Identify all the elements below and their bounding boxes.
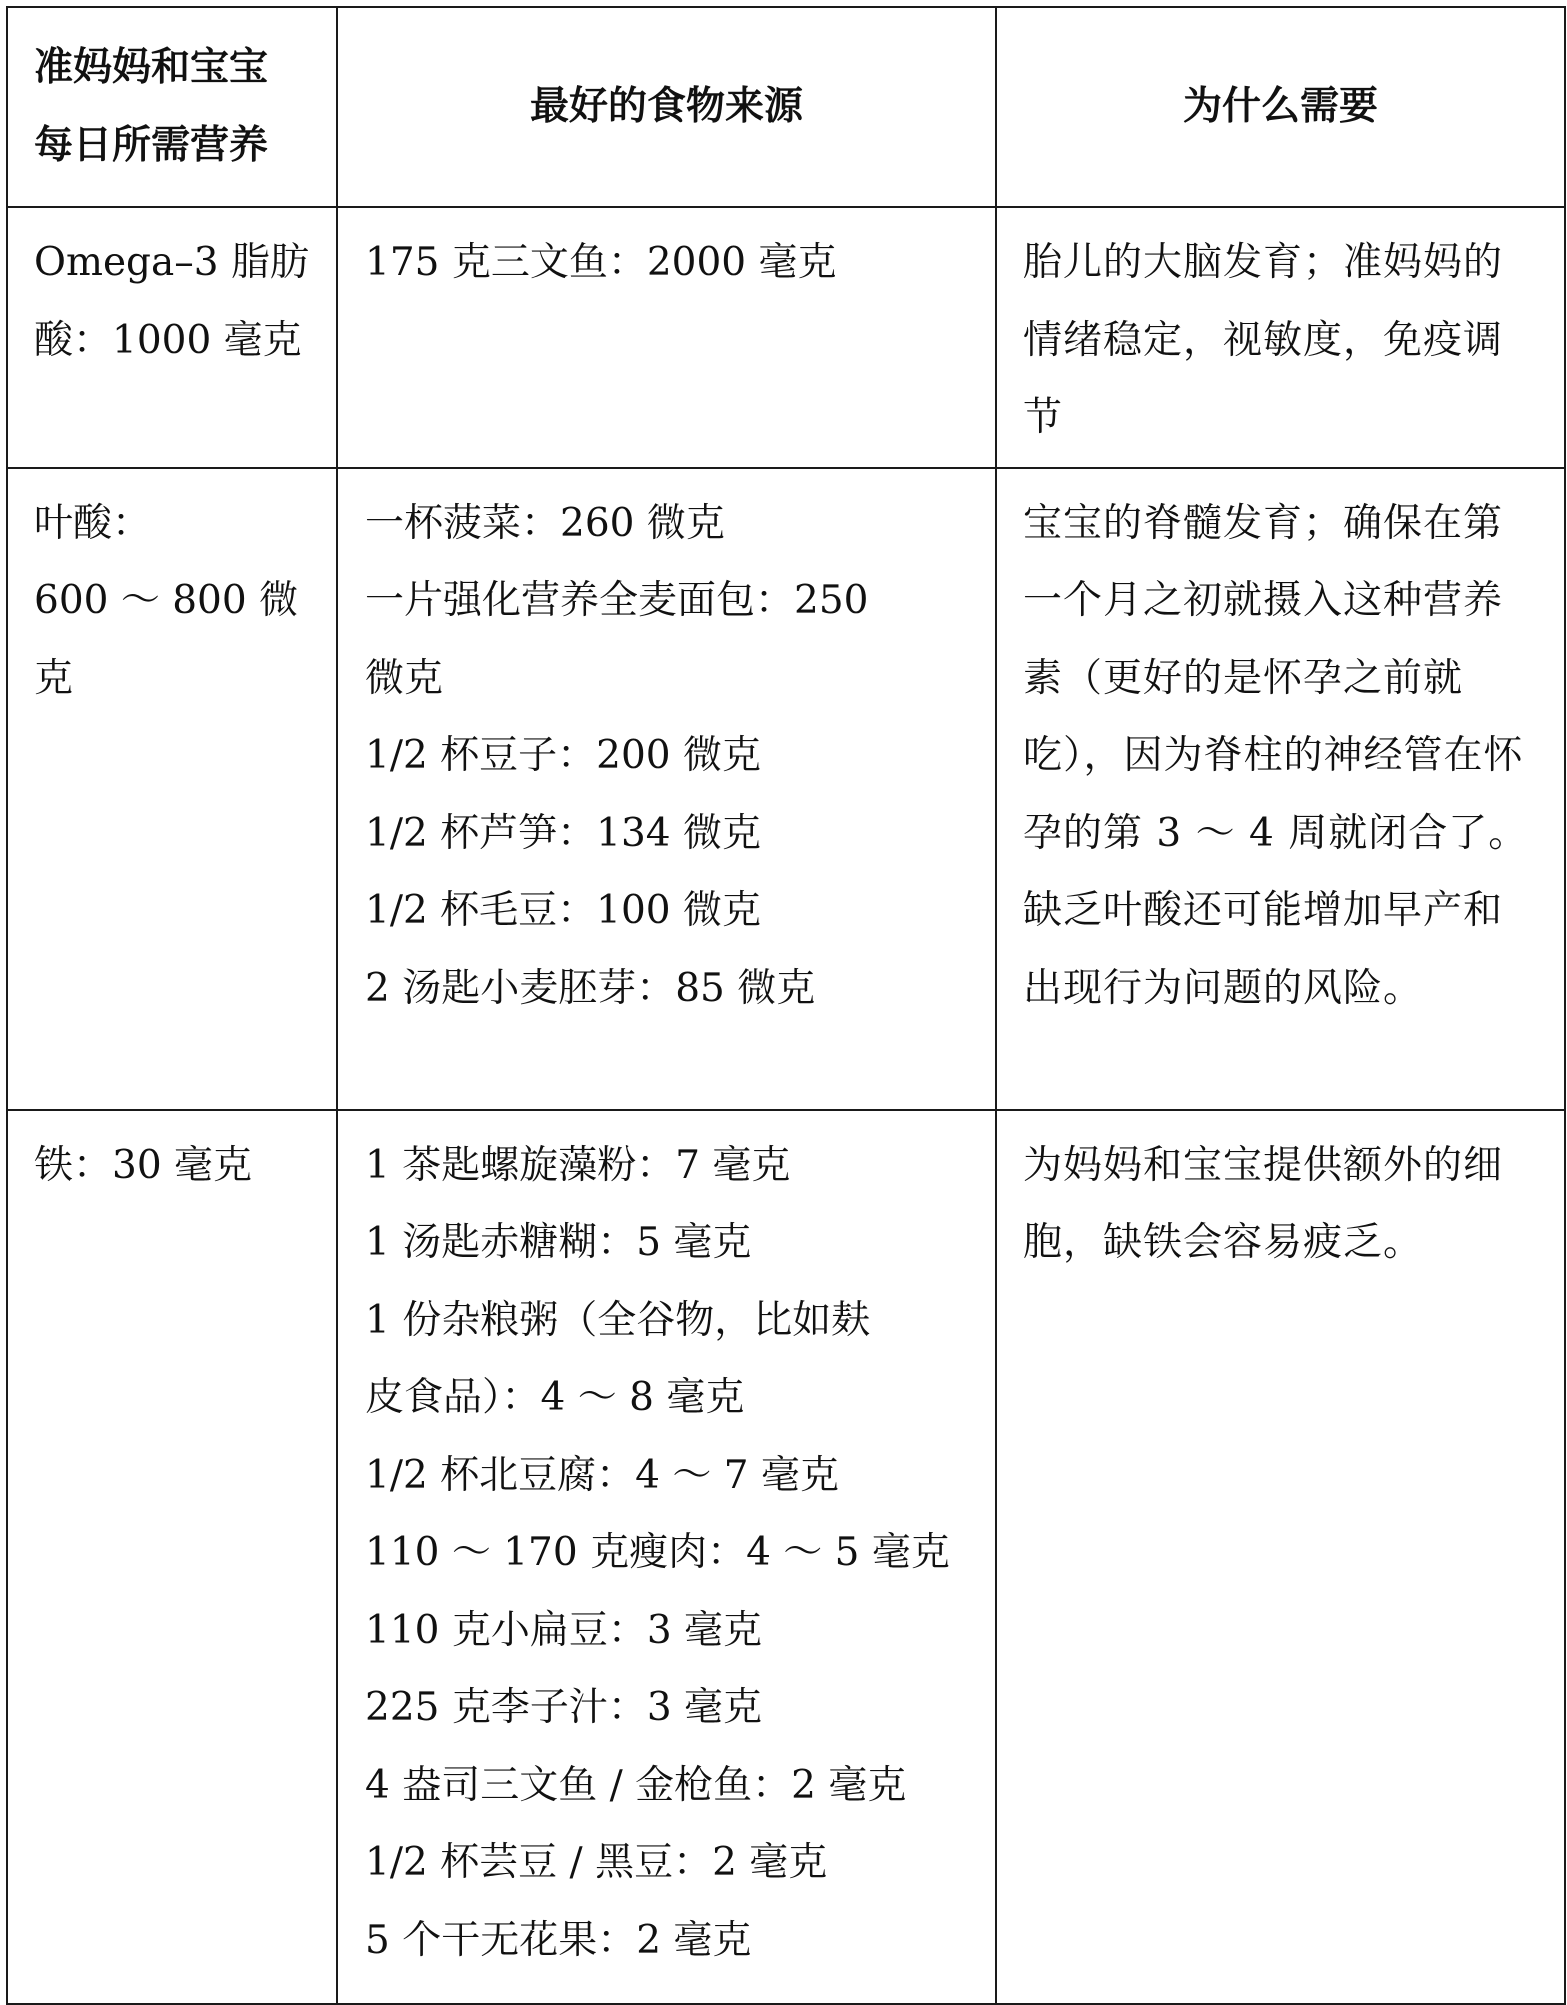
table-header-row <box>7 7 1565 207</box>
cell-sources <box>337 1110 996 2004</box>
header-nutrient <box>7 7 337 207</box>
reason-text: 为妈妈和宝宝提供额外的细胞，缺铁会容易疲乏。 <box>1023 1142 1504 1265</box>
source-line: 1/2 杯芸豆 / 黑豆：2 毫克 <box>365 1840 828 1885</box>
source-line: 2 汤匙小麦胚芽：85 微克 <box>365 965 816 1011</box>
source-line: 1 份杂粮粥（全谷物，比如麸 <box>365 1297 871 1343</box>
cell-sources <box>337 468 996 1110</box>
source-line: 微克 <box>365 655 444 701</box>
source-line: 1/2 杯豆子：200 微克 <box>365 733 761 778</box>
nutrition-table-container <box>6 6 1564 1999</box>
nutrient-line: 酸：1000 毫克 <box>34 317 302 363</box>
cell-nutrient <box>7 468 337 1110</box>
cell-nutrient <box>7 207 337 468</box>
nutrition-table <box>6 6 1566 2005</box>
header-reason <box>996 7 1565 207</box>
source-line: 1 茶匙螺旋藻粉：7 毫克 <box>365 1142 791 1188</box>
source-line: 一杯菠菜：260 微克 <box>365 500 725 546</box>
reason-text: 宝宝的脊髓发育；确保在第一个月之初就摄入这种营养素（更好的是怀孕之前就吃），因为脊柱的神经管在怀孕的第 3 ～ 4 周就闭合了。缺乏叶酸还可能增加早产和出现行为问题的风险。 <box>1023 500 1529 1011</box>
cell-sources <box>337 207 996 468</box>
source-line: 1/2 杯芦笋：134 微克 <box>365 810 761 856</box>
nutrient-line: Omega–3 脂肪 <box>34 240 309 285</box>
nutrient-line: 克 <box>34 655 74 701</box>
nutrient-line: 叶酸： <box>34 500 152 546</box>
source-line: 1 汤匙赤糖糊：5 毫克 <box>365 1220 752 1265</box>
source-line: 225 克李子汁：3 毫克 <box>365 1685 763 1730</box>
source-line: 一片强化营养全麦面包：250 <box>365 578 869 623</box>
nutrient-line: 铁：30 毫克 <box>34 1142 253 1188</box>
table-row-iron <box>7 1110 1565 2004</box>
source-line: 175 克三文鱼：2000 毫克 <box>365 240 837 285</box>
source-line: 110 克小扁豆：3 毫克 <box>365 1607 763 1653</box>
source-line: 1/2 杯毛豆：100 微克 <box>365 888 761 933</box>
table-row-omega3 <box>7 207 1565 468</box>
header-sources-label: 最好的食物来源 <box>529 84 803 129</box>
cell-nutrient <box>7 1110 337 2004</box>
cell-reason <box>996 1110 1565 2004</box>
header-nutrient-label: 准妈妈和宝宝 每日所需营养 <box>34 45 269 168</box>
cell-reason <box>996 468 1565 1110</box>
table-row-folic-acid <box>7 468 1565 1110</box>
source-line: 110 ～ 170 克瘦肉：4 ～ 5 毫克 <box>365 1530 950 1575</box>
source-line: 5 个干无花果：2 毫克 <box>365 1917 752 1963</box>
header-sources <box>337 7 996 207</box>
nutrient-line: 600 ～ 800 微 <box>34 578 299 623</box>
source-line: 皮食品）：4 ～ 8 毫克 <box>365 1375 745 1420</box>
source-line: 1/2 杯北豆腐：4 ～ 7 毫克 <box>365 1452 839 1498</box>
header-reason-label: 为什么需要 <box>1182 84 1378 129</box>
source-line: 4 盎司三文鱼 / 金枪鱼：2 毫克 <box>365 1762 907 1808</box>
reason-text: 胎儿的大脑发育；准妈妈的情绪稳定，视敏度，免疫调节 <box>1023 240 1504 440</box>
cell-reason <box>996 207 1565 468</box>
